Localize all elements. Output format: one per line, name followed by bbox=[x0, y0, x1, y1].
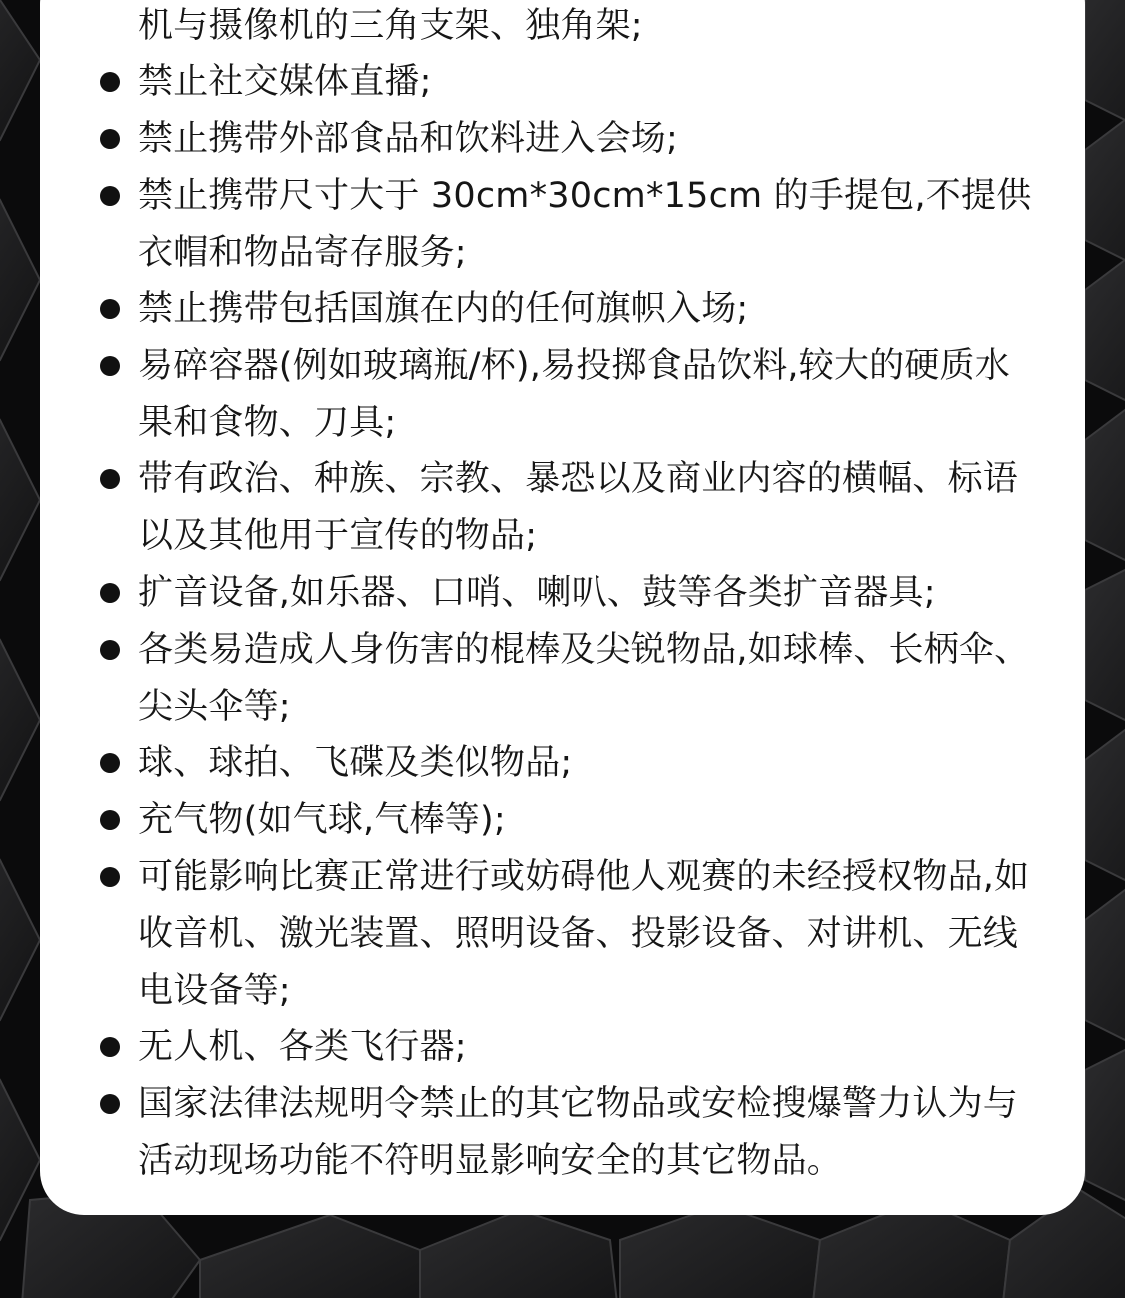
bullet-icon bbox=[100, 129, 120, 149]
bullet-icon bbox=[100, 299, 120, 319]
list-item-text: 易碎容器(例如玻璃瓶/杯),易投掷食品饮料,较大的硬质水果和食物、刀具; bbox=[138, 346, 1010, 443]
list-item-text: 禁止携带外部食品和饮料进入会场; bbox=[138, 119, 678, 159]
list-item-text: 扩音设备,如乐器、口哨、喇叭、鼓等各类扩音器具; bbox=[138, 573, 936, 613]
list-item-text: 充气物(如气球,气棒等); bbox=[138, 800, 506, 840]
bullet-icon bbox=[100, 1037, 120, 1057]
list-item-text: 各类易造成人身伤害的棍棒及尖锐物品,如球棒、长柄伞、尖头伞等; bbox=[138, 630, 1030, 727]
list-item-text: 可能影响比赛正常进行或妨碍他人观赛的未经授权物品,如收音机、激光装置、照明设备、投影设备、对讲机、无线电设备等; bbox=[138, 857, 1030, 1011]
list-item-text: 禁止携带尺寸大于 30cm*30cm*15cm 的手提包,不提供衣帽和物品寄存服务; bbox=[138, 176, 1032, 273]
list-item-text: 禁止携带包括国旗在内的任何旗帜入场; bbox=[138, 289, 749, 329]
list-item-text: 国家法律法规明令禁止的其它物品或安检搜爆警力认为与活动现场功能不符明显影响安全的其它物品。 bbox=[138, 1084, 1019, 1181]
bullet-icon bbox=[100, 583, 120, 603]
bullet-icon bbox=[100, 72, 120, 92]
bullet-icon bbox=[100, 753, 120, 773]
list-item-text: 禁止社交媒体直播; bbox=[138, 62, 432, 102]
list-item-text: 机与摄像机的三角支架、独角架; bbox=[138, 6, 643, 46]
bullet-icon bbox=[100, 810, 120, 830]
list-item-text: 无人机、各类飞行器; bbox=[138, 1027, 467, 1067]
bullet-icon bbox=[100, 186, 120, 206]
bullet-icon bbox=[100, 1094, 120, 1114]
list-item-text: 带有政治、种族、宗教、暴恐以及商业内容的横幅、标语以及其他用于宣传的物品; bbox=[138, 459, 1019, 556]
bullet-icon bbox=[100, 356, 120, 376]
bullet-icon bbox=[100, 469, 120, 489]
bullet-icon bbox=[100, 867, 120, 887]
rules-card bbox=[40, 0, 1085, 1215]
bullet-icon bbox=[100, 640, 120, 660]
list-item-text: 球、球拍、飞碟及类似物品; bbox=[138, 743, 573, 783]
